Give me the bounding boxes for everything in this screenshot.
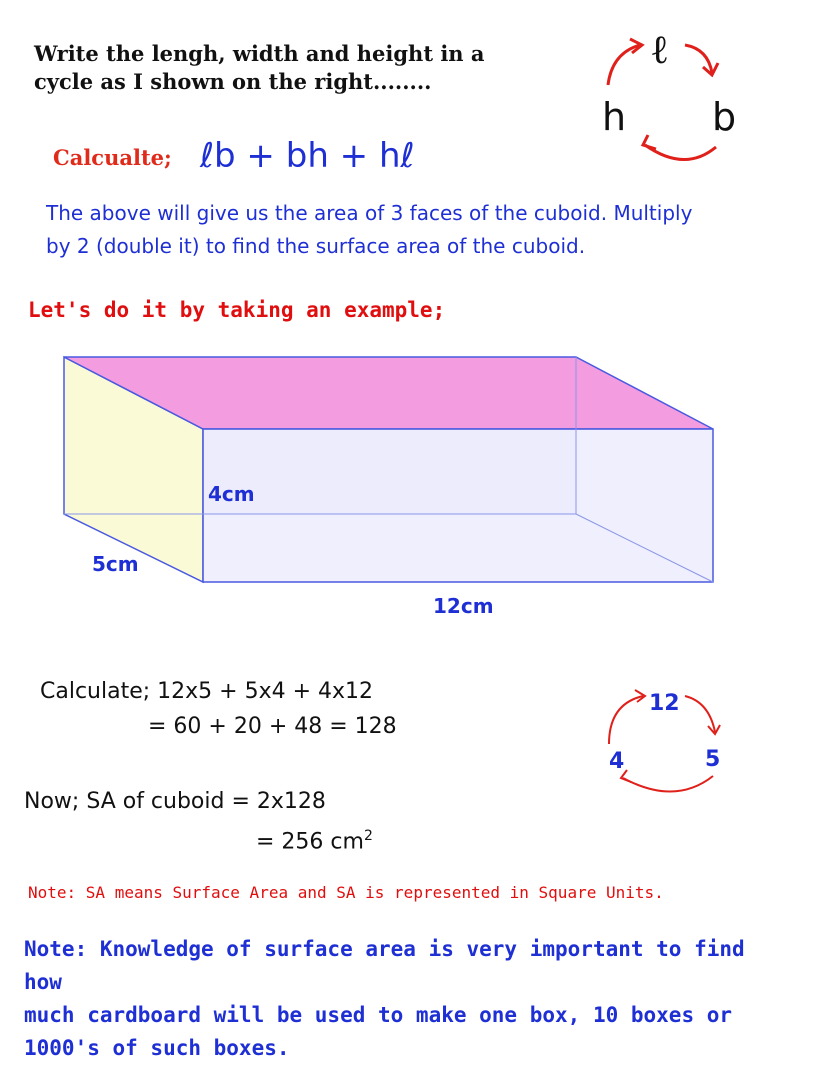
cycle-4-label: 4: [609, 749, 625, 774]
example-heading: Let's do it by taking an example;: [28, 298, 446, 322]
surface-area-value: = 256 cm: [256, 829, 364, 855]
arrowhead-b-to-h-icon: [643, 135, 656, 149]
surface-area-exponent: 2: [363, 828, 373, 844]
intro-text: [34, 40, 554, 96]
arrow-12-to-5-icon: [685, 696, 715, 732]
calculation-line-1: Calculate; 12x5 + 5x4 + 4x12: [40, 679, 374, 704]
note-cardboard-line-1: Note: Knowledge of surface area is very important to find how: [24, 937, 745, 994]
formula: ℓb + bh + hℓ: [200, 136, 415, 176]
note-cardboard: [24, 933, 794, 1065]
length-label: 12cm: [433, 594, 494, 618]
explanation-line-1: The above will give us the area of 3 faces of the cuboid. Multiply: [46, 201, 693, 225]
height-label: 4cm: [208, 482, 255, 506]
arrow-b-to-h-icon: [645, 145, 716, 160]
numeric-cycle-diagram: [595, 680, 735, 805]
cuboid-front-face: [203, 429, 713, 582]
arrow-5-to-4-icon: [623, 776, 713, 792]
calculate-label: Calcualte;: [53, 145, 172, 170]
note-cardboard-line-2: much cardboard will be used to make one box, 10 boxes or: [24, 1003, 733, 1027]
explanation-text: [46, 197, 796, 263]
intro-line-2: cycle as I shown on the right........: [34, 69, 432, 94]
explanation-line-2: by 2 (double it) to find the surface area of the cuboid.: [46, 234, 586, 258]
note-cardboard-line-3: 1000's of such boxes.: [24, 1036, 290, 1060]
note-surface-area-units: Note: SA means Surface Area and SA is represented in Square Units.: [28, 883, 664, 902]
cycle-h-label: h: [602, 95, 627, 139]
arrow-4-to-12-icon: [609, 696, 643, 744]
cycle-b-label: b: [712, 95, 737, 139]
cycle-12-label: 12: [649, 691, 680, 716]
cycle-5-label: 5: [705, 747, 721, 772]
surface-area-line-1: Now; SA of cuboid = 2x128: [24, 789, 326, 814]
width-label: 5cm: [92, 552, 139, 576]
intro-line-1: Write the lengh, width and height in a: [34, 41, 485, 66]
surface-area-line-2: [256, 828, 373, 854]
cuboid-diagram: [0, 340, 816, 640]
lbh-cycle-diagram: [590, 25, 750, 175]
arrow-l-to-b-icon: [685, 45, 712, 73]
calculation-line-2: = 60 + 20 + 48 = 128: [148, 714, 397, 739]
cycle-l-label: ℓ: [650, 27, 670, 73]
